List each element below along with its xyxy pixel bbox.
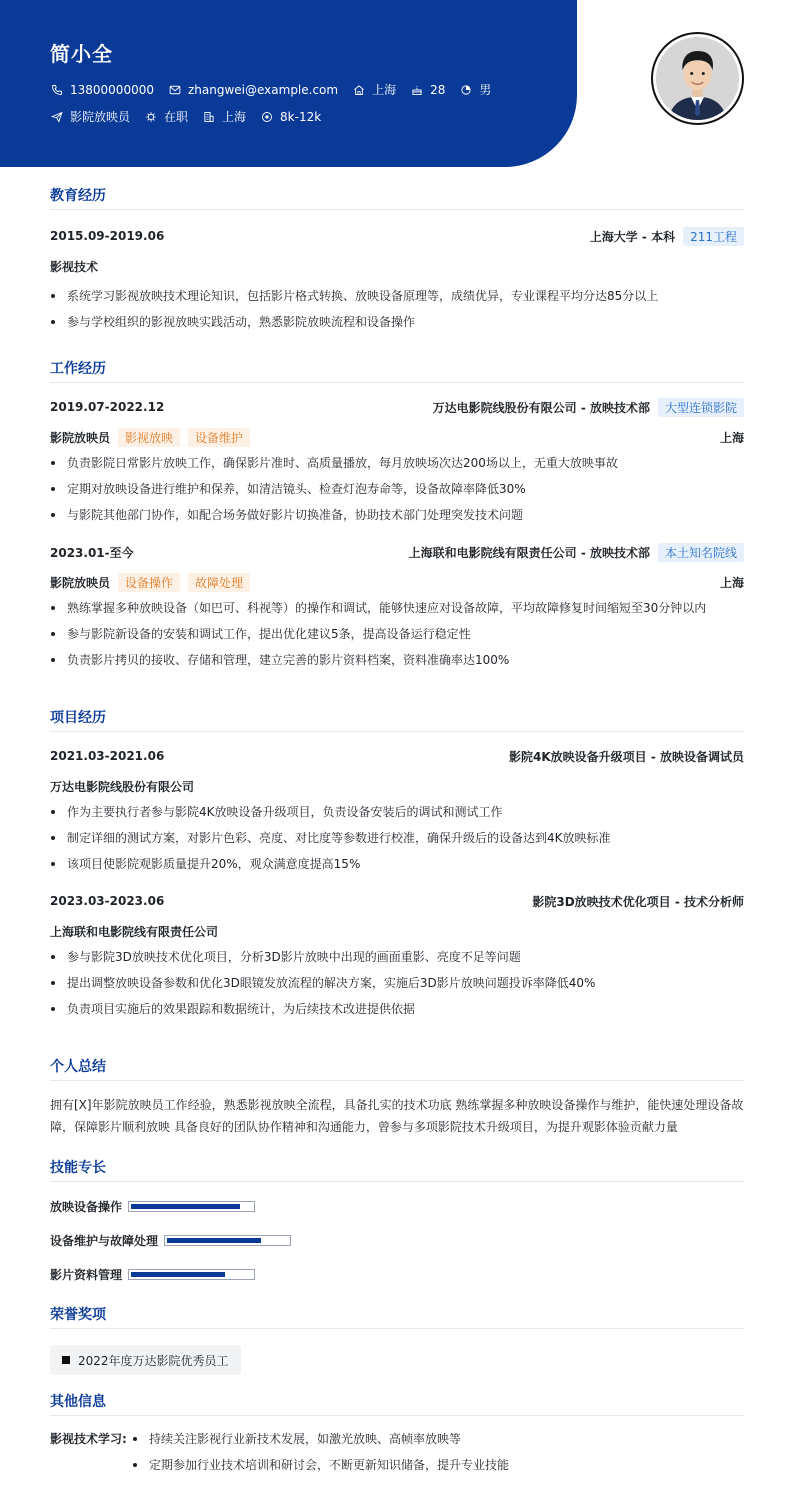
summary-text: 拥有[X]年影院放映员工作经验，熟悉影视放映全流程，具备扎实的技术功底 熟练掌握多种放映设备操作与维护，能快速处理设备故障，保障影片顺利放映 具备良好的团队协作精神和沟通能力，曾参与多项影院技术升级项目，为提升观影体验贡献力量 — [50, 1098, 744, 1134]
job-header-row — [50, 398, 744, 416]
square-bullet-icon — [62, 1356, 70, 1364]
skill-name: 影片资料管理 — [50, 1267, 123, 1282]
skill-item — [50, 1233, 744, 1247]
work-city-info — [202, 108, 246, 125]
list-item: 提出调整放映设备参数和优化3D眼镜发放流程的解决方案，实施后3D影片放映问题投诉率降低40% — [50, 970, 744, 996]
job-location: 上海 — [719, 575, 744, 590]
work-city-text: 上海 — [222, 110, 247, 124]
status-text: 在职 — [164, 110, 189, 124]
project-org-row — [50, 922, 744, 940]
awards-title: 荣誉奖项 — [50, 1305, 744, 1329]
skills-title: 技能专长 — [50, 1158, 744, 1182]
education-school: 上海大学 - 本科 — [589, 229, 676, 244]
job-skill-tag: 故障处理 — [188, 573, 250, 592]
salary-info — [260, 110, 321, 124]
skill-bar — [164, 1235, 291, 1246]
project-org: 万达电影院线股份有限公司 — [50, 779, 195, 794]
building-icon — [202, 110, 216, 124]
avatar-photo — [656, 37, 739, 120]
job-company-wrap — [433, 398, 744, 417]
list-item: 作为主要执行者参与影院4K放映设备升级项目，负责设备安装后的调试和测试工作 — [50, 799, 744, 825]
list-item: 熟练掌握多种放映设备（如巴可、科视等）的操作和调试，能够快速应对设备故障，平均故障修复时间缩短至30分钟以内 — [50, 595, 744, 621]
mail-icon — [168, 83, 182, 97]
project-name: 影院4K放映设备升级项目 - 放映设备调试员 — [509, 749, 744, 764]
avatar — [651, 32, 744, 125]
other-bullets — [132, 1426, 509, 1478]
project-bullets — [50, 799, 744, 877]
job-role-row — [50, 428, 744, 446]
job-role: 影院放映员 — [50, 430, 111, 445]
project-header-row — [50, 892, 744, 910]
list-item: 参与影院3D放映技术优化项目，分析3D影片放映中出现的画面重影、亮度不足等问题 — [50, 944, 744, 970]
projects-title: 项目经历 — [50, 708, 744, 732]
education-section — [50, 186, 744, 335]
city-info — [352, 81, 396, 98]
education-major: 影视技术 — [50, 259, 99, 274]
skill-item — [50, 1267, 744, 1281]
coin-icon — [260, 110, 274, 124]
job-header-row — [50, 543, 744, 561]
email-info — [168, 83, 338, 97]
skill-bar-fill — [167, 1238, 261, 1243]
education-header-row — [50, 227, 744, 245]
job-role: 影院放映员 — [50, 575, 111, 590]
education-bullets — [50, 283, 744, 335]
list-item: 负责项目实施后的效果跟踪和数据统计，为后续技术改进提供依据 — [50, 996, 744, 1022]
job-company-wrap — [409, 543, 744, 562]
job-role-row — [50, 573, 744, 591]
job-skill-tag: 设备操作 — [118, 573, 180, 592]
job-role-wrap — [50, 428, 250, 447]
gender-icon — [459, 83, 473, 97]
education-major-row — [50, 257, 744, 275]
education-tag: 211工程 — [683, 227, 744, 246]
city-text: 上海 — [372, 83, 397, 97]
project-org: 上海联和电影院线有限责任公司 — [50, 924, 219, 939]
project-org-row — [50, 777, 744, 795]
award-text: 2022年度万达影院优秀员工 — [78, 1353, 229, 1368]
education-period: 2015.09-2019.06 — [50, 229, 165, 243]
project-name: 影院3D放映技术优化项目 - 技术分析师 — [532, 894, 744, 909]
job-bullets — [50, 595, 744, 673]
list-item: 与影院其他部门协作，如配合场务做好影片切换准备，协助技术部门处理突发技术问题 — [50, 502, 744, 528]
contact-row — [50, 81, 505, 98]
skill-item — [50, 1199, 744, 1213]
status-info — [144, 108, 188, 125]
job-intent-row — [50, 108, 335, 125]
project-period: 2023.03-2023.06 — [50, 894, 165, 908]
job-role-wrap — [50, 573, 250, 592]
phone-text: 13800000000 — [70, 82, 154, 97]
job-company-tag: 本土知名院线 — [658, 543, 744, 562]
list-item: 参与学校组织的影视放映实践活动，熟悉影院放映流程和设备操作 — [50, 309, 744, 335]
other-section — [50, 1392, 744, 1478]
gender-info — [459, 81, 491, 98]
list-item: 负责影片拷贝的接收、存储和管理，建立完善的影片资料档案，资料准确率达100% — [50, 647, 744, 673]
skill-name: 放映设备操作 — [50, 1199, 123, 1214]
award-badge — [50, 1345, 241, 1375]
projects-section — [50, 708, 744, 1022]
salary-text: 8k-12k — [280, 109, 322, 124]
list-item: 系统学习影视放映技术理论知识，包括影片格式转换、放映设备原理等，成绩优异，专业课程平均分达85分以上 — [50, 283, 744, 309]
work-section — [50, 359, 744, 673]
list-item: 制定详细的测试方案，对影片色彩、亮度、对比度等参数进行校准，确保升级后的设备达到4K放映标准 — [50, 825, 744, 851]
job-bullets — [50, 450, 744, 528]
work-title: 工作经历 — [50, 359, 744, 383]
job-skill-tag: 设备维护 — [188, 428, 250, 447]
project-bullets — [50, 944, 744, 1022]
awards-section — [50, 1305, 744, 1375]
job-company-tag: 大型连锁影院 — [658, 398, 744, 417]
phone-icon — [50, 83, 64, 97]
summary-section — [50, 1057, 744, 1138]
list-item: 参与影院新设备的安装和调试工作，提出优化建议5条，提高设备运行稳定性 — [50, 621, 744, 647]
list-item: 该项目使影院观影质量提升20%，观众满意度提高15% — [50, 851, 744, 877]
project-period: 2021.03-2021.06 — [50, 749, 165, 763]
skill-bar — [128, 1201, 255, 1212]
other-label: 影视技术学习: — [50, 1432, 127, 1446]
education-title: 教育经历 — [50, 186, 744, 210]
skill-bar-fill — [131, 1204, 240, 1209]
job-skill-tag: 影视放映 — [118, 428, 180, 447]
summary-title: 个人总结 — [50, 1057, 744, 1081]
skill-bar-fill — [131, 1272, 225, 1277]
email-text: zhangwei@example.com — [187, 82, 339, 97]
job-location: 上海 — [719, 430, 744, 445]
list-item: 负责影院日常影片放映工作，确保影片准时、高质量播放，每月放映场次达200场以上，无重大放映事故 — [50, 450, 744, 476]
phone-info — [50, 83, 154, 97]
skill-bar — [128, 1269, 255, 1280]
candidate-name: 简小全 — [50, 42, 113, 66]
cake-icon — [410, 83, 424, 97]
age-info — [410, 83, 445, 97]
list-item: 持续关注影视行业新技术发展，如激光放映、高帧率放映等 — [132, 1426, 509, 1452]
other-row — [50, 1426, 744, 1478]
list-item: 定期参加行业技术培训和研讨会，不断更新知识储备，提升专业技能 — [132, 1452, 509, 1478]
education-school-wrap — [590, 227, 744, 246]
gender-text: 男 — [479, 83, 492, 97]
position-info — [50, 108, 130, 125]
job-company: 上海联和电影院线有限责任公司 - 放映技术部 — [408, 545, 650, 560]
home-icon — [352, 83, 366, 97]
skills-section — [50, 1158, 744, 1281]
project-header-row — [50, 747, 744, 765]
job-period: 2023.01-至今 — [50, 545, 134, 560]
job-company: 万达电影院线股份有限公司 - 放映技术部 — [432, 400, 650, 415]
age-text: 28 — [430, 82, 446, 97]
list-item: 定期对放映设备进行维护和保养，如清洁镜头、检查灯泡寿命等，设备故障率降低30% — [50, 476, 744, 502]
other-title: 其他信息 — [50, 1392, 744, 1416]
resume-header — [0, 0, 577, 167]
job-period: 2019.07-2022.12 — [50, 400, 165, 414]
position-text: 影院放映员 — [70, 110, 131, 124]
status-icon — [144, 110, 158, 124]
send-icon — [50, 110, 64, 124]
skill-name: 设备维护与故障处理 — [50, 1233, 159, 1248]
